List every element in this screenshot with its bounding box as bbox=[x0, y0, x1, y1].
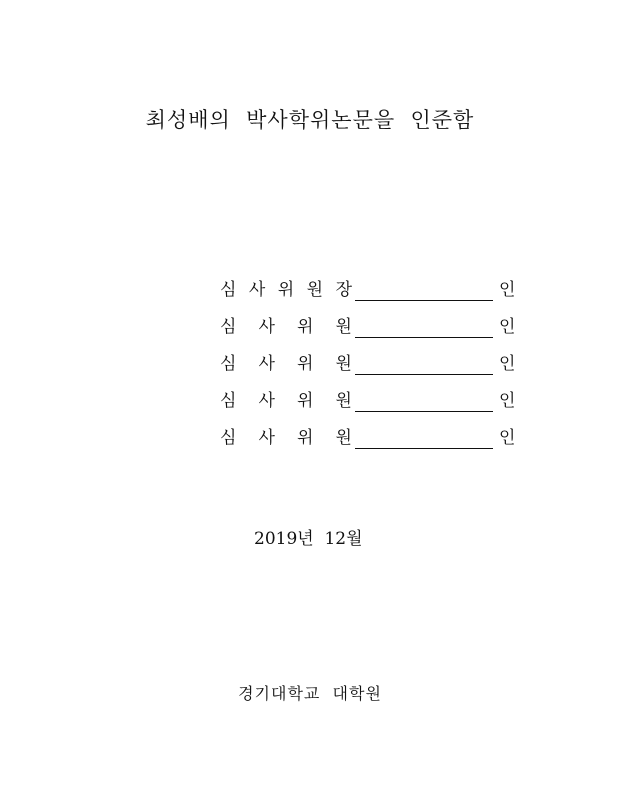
seal-mark: 인 bbox=[499, 391, 516, 411]
role-char: 사 bbox=[258, 391, 275, 411]
role-char: 장 bbox=[335, 280, 352, 300]
committee-member-row bbox=[220, 420, 520, 457]
committee-role-member bbox=[220, 423, 352, 448]
role-char: 위 bbox=[297, 428, 314, 448]
committee-list bbox=[220, 272, 520, 457]
signature-line bbox=[355, 411, 493, 412]
role-char: 심 bbox=[220, 354, 237, 374]
approval-date: 2019년 12월 bbox=[254, 529, 363, 549]
signature-line bbox=[355, 337, 493, 338]
role-char: 위 bbox=[297, 354, 314, 374]
role-char: 위 bbox=[297, 317, 314, 337]
role-char: 원 bbox=[335, 391, 352, 411]
committee-member-row bbox=[220, 346, 520, 383]
role-char: 원 bbox=[335, 354, 352, 374]
university-name: 경기대학교 대학원 bbox=[238, 684, 382, 703]
committee-member-row bbox=[220, 272, 520, 309]
signature-line bbox=[355, 448, 493, 449]
role-char: 원 bbox=[335, 317, 352, 337]
seal-mark: 인 bbox=[499, 354, 516, 374]
role-char: 심 bbox=[220, 428, 237, 448]
signature-line bbox=[355, 300, 493, 301]
signature-line bbox=[355, 374, 493, 375]
role-char: 심 bbox=[220, 317, 237, 337]
seal-mark: 인 bbox=[499, 428, 516, 448]
role-char: 사 bbox=[258, 354, 275, 374]
role-char: 심 bbox=[220, 280, 237, 300]
committee-member-row bbox=[220, 309, 520, 346]
role-char: 위 bbox=[297, 391, 314, 411]
thesis-approval-title: 최성배의 박사학위논문을 인준함 bbox=[145, 108, 475, 132]
committee-role-member bbox=[220, 386, 352, 411]
role-char: 사 bbox=[248, 280, 266, 300]
role-char: 사 bbox=[258, 317, 275, 337]
committee-role-member bbox=[220, 312, 352, 337]
role-char: 원 bbox=[335, 428, 352, 448]
committee-member-row bbox=[220, 383, 520, 420]
committee-role-chair bbox=[220, 275, 352, 300]
seal-mark: 인 bbox=[499, 280, 516, 300]
role-char: 심 bbox=[220, 391, 237, 411]
role-char: 위 bbox=[277, 280, 295, 300]
role-char: 원 bbox=[306, 280, 324, 300]
role-char: 사 bbox=[258, 428, 275, 448]
seal-mark: 인 bbox=[499, 317, 516, 337]
committee-role-member bbox=[220, 349, 352, 374]
